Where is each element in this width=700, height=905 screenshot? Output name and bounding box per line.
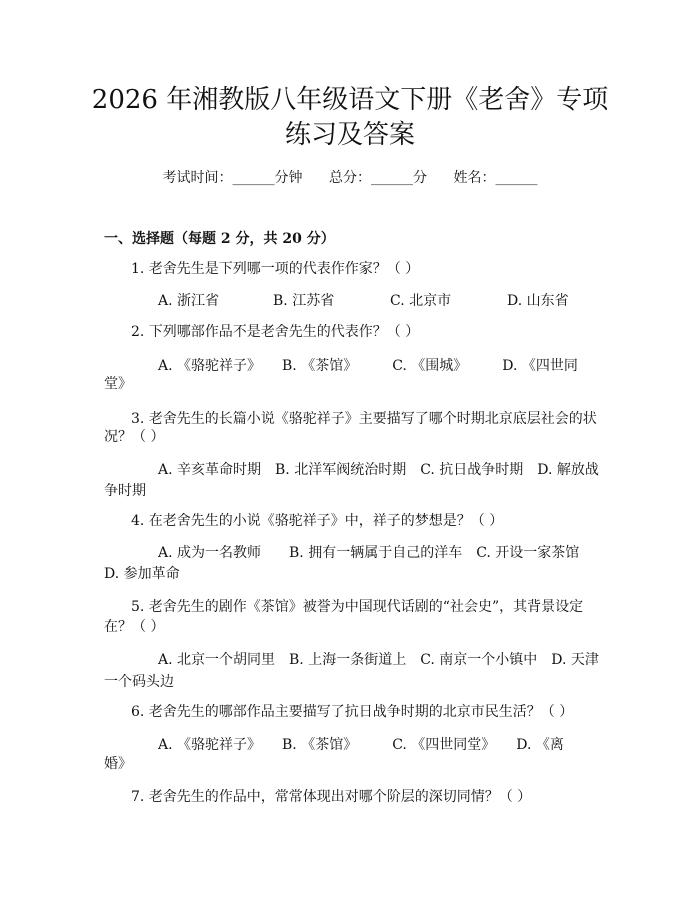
question-1-stem: 1. 老舍先生是下列哪一项的代表作作家？（ ） [131, 261, 420, 277]
question-3-stem-line-1: 3. 老舍先生的长篇小说《骆驼祥子》主要描写了哪个时期北京底层社会的状 [131, 411, 597, 427]
exam-time-label: 考试时间： [162, 170, 233, 186]
question-4-options-line-1: A. 成为一名教师 B. 拥有一辆属于自己的洋车 C. 开设一家茶馆 [158, 545, 580, 561]
question-2-options-line-2: 堂》 [104, 376, 132, 392]
question-2-stem: 2. 下列哪部作品不是老舍先生的代表作？（ ） [131, 324, 420, 340]
question-6-options-line-1: A. 《骆驼祥子》 B. 《茶馆》 C. 《四世同堂》 D. 《离 [158, 737, 564, 753]
question-1-option-b: B. 江苏省 [273, 293, 335, 309]
question-1-option-c: C. 北京市 [390, 293, 452, 309]
question-6-stem: 6. 老舍先生的哪部作品主要描写了抗日战争时期的北京市民生活？（ ） [131, 704, 574, 720]
question-1-option-a: A. 浙江省 [158, 293, 220, 309]
exam-time-blank: ______ [232, 170, 275, 186]
total-score-unit: 分 [413, 170, 427, 186]
question-7-stem: 7. 老舍先生的作品中，常常体现出对哪个阶层的深切同情？（ ） [131, 789, 532, 805]
exam-info-line [0, 168, 700, 188]
question-5-stem-line-2: 在？（ ） [104, 619, 165, 635]
question-4-stem: 4. 在老舍先生的小说《骆驼祥子》中，祥子的梦想是？（ ） [131, 513, 504, 529]
total-score-label: 总分： [329, 170, 371, 186]
question-5-options-line-1: A. 北京一个胡同里 B. 上海一条街道上 C. 南京一个小镇中 D. 天津 [158, 652, 599, 668]
name-label: 姓名： [453, 170, 496, 186]
question-5-options-line-2: 一个码头边 [104, 674, 174, 690]
question-1-options [104, 288, 600, 314]
question-6-options-line-2: 婚》 [104, 756, 132, 772]
name-blank: ______ [495, 170, 538, 186]
exam-time-unit: 分钟 [274, 170, 303, 186]
section-heading: 一、选择题（每题 2 分，共 20 分） [104, 231, 335, 247]
total-score-blank: ______ [371, 170, 413, 186]
question-4-options-line-2: D. 参加革命 [104, 566, 180, 582]
question-2-options-line-1: A. 《骆驼祥子》 B. 《茶馆》 C. 《围城》 D. 《四世同 [158, 358, 578, 374]
question-3-stem-line-2: 况？（ ） [104, 429, 165, 445]
question-1-option-d: D. 山东省 [507, 293, 569, 309]
document-title-line-2: 练习及答案 [284, 120, 415, 150]
question-3-options-line-1: A. 辛亥革命时期 B. 北洋军阀统治时期 C. 抗日战争时期 D. 解放战 [158, 462, 599, 478]
document-title-line-1: 2026 年湘教版八年级语文下册《老舍》专项 [91, 85, 609, 115]
question-3-options-line-2: 争时期 [104, 483, 146, 499]
question-5-stem-line-1: 5. 老舍先生的剧作《茶馆》被誉为中国现代话剧的“社会史”，其背景设定 [131, 599, 584, 615]
